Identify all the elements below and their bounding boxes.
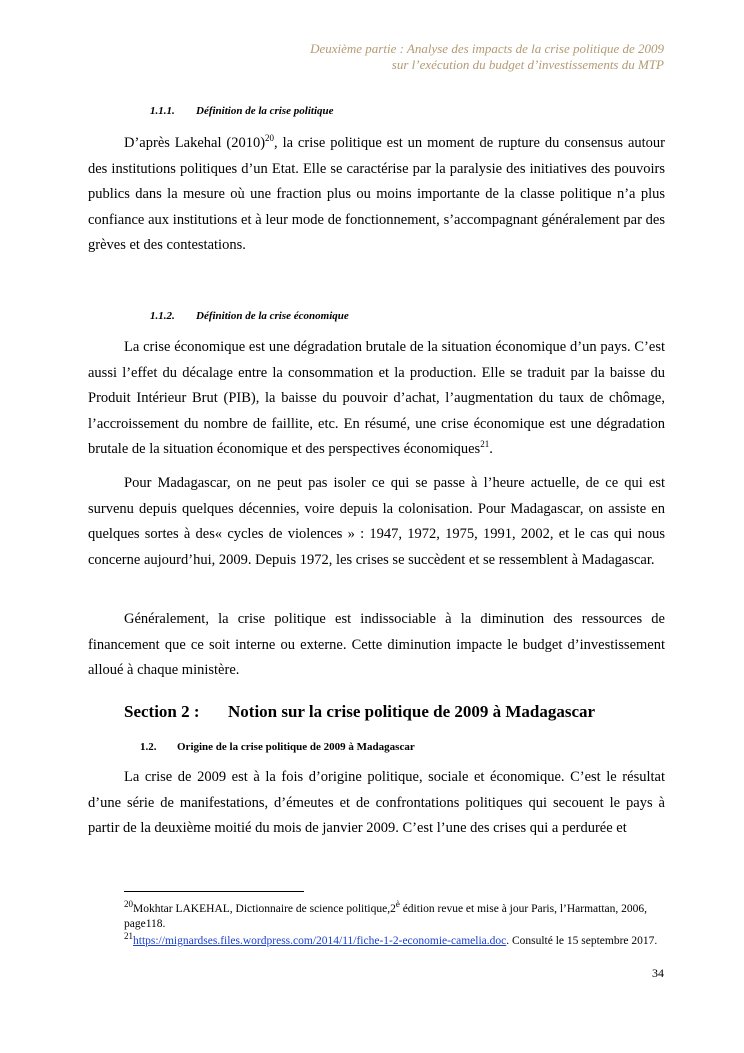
running-header — [310, 41, 664, 73]
paragraph-text: D’après Lakehal (2010) — [124, 135, 266, 151]
subsection-heading-1-2 — [140, 741, 415, 753]
footnote-number: 21 — [124, 931, 133, 942]
paragraph-text: La crise de 2009 est à la fois d’origine politique, sociale et économique. C’est le résultat d’une série de manifestations, d’émeutes et de confrontations politiques qui secouent le pays à partir de la deuxième moitié du mois de janvier 2009. C’est l’une des crises qui a perdurée et — [88, 769, 665, 836]
footnote-21 — [124, 931, 664, 949]
paragraph-text: La crise économique est une dégradation brutale de la situation économique d’un pays. C’est aussi l’effet du décalage entre la consommation et la production. Elle se traduit par la baisse du Produit Intérieur Brut (PIB), la baisse du pouvoir d’achat, l’augmentation du taux de chômage, l’accroissement du nombre de faillite, etc. En résumé, une crise économique est une dégradation brutale de la situation économique et des perspectives économiques — [88, 339, 665, 457]
footnote-link[interactable]: https://mignardses.files.wordpress.com/2014/11/fiche-1-2-economie-camelia.doc — [133, 935, 507, 947]
footnote-20 — [124, 899, 664, 932]
footnote-ref-21: 21 — [480, 439, 490, 450]
paragraph-madagascar-cycles — [88, 471, 665, 573]
paragraph-text: Généralement, la crise politique est indissociable à la diminution des ressources de financement que ce soit interne ou externe. Cette diminution impacte le budget d’investissement alloué à chaque ministère. — [88, 611, 665, 678]
paragraph-text: . — [489, 441, 493, 457]
subsection-number: 1.1.2. — [150, 310, 175, 322]
footnote-text: Mokhtar LAKEHAL, Dictionnaire de science politique,2 — [133, 903, 396, 915]
footnote-ref-20: 20 — [265, 133, 275, 144]
footnote-separator — [124, 891, 304, 892]
footnotes — [124, 899, 664, 951]
footnote-number: 20 — [124, 899, 133, 910]
footnote-text: . Consulté le 15 septembre 2017. — [506, 935, 658, 947]
section-title: Notion sur la crise politique de 2009 à Madagascar — [228, 702, 596, 721]
footnote-superscript: è — [395, 899, 400, 910]
footnote-text: édition revue et mise à jour Paris, l’Harmattan, 2006, page118. — [124, 903, 648, 930]
paragraph-text: Pour Madagascar, on ne peut pas isoler ce qui se passe à l’heure actuelle, de ce qui est survenu depuis quelques décennies, voire depuis la colonisation. Pour Madagascar, on assiste en quelques sortes à des« cycles de violences » : 1947, 1972, 1975, 1991, 2002, et le cas qui nous concerne aujourd’hui, 2009. Depuis 1972, les crises se succèdent et se ressemblent à Madagascar. — [88, 475, 665, 568]
paragraph-political-crisis — [88, 131, 665, 259]
section-label: Section 2 : — [124, 702, 200, 721]
header-line-2: sur l’exécution du budget d’investissements du MTP — [391, 57, 664, 72]
section-heading — [124, 702, 595, 722]
page-number: 34 — [652, 966, 664, 980]
subsection-heading-1-1-1 — [150, 105, 334, 117]
paragraph-budget-impact — [88, 607, 665, 684]
subsection-title: Définition de la crise politique — [196, 105, 334, 117]
subsection-heading-1-1-2 — [150, 310, 349, 322]
header-line-1: Deuxième partie : Analyse des impacts de la crise politique de 2009 — [310, 41, 664, 56]
paragraph-text: , la crise politique est un moment de rupture du consensus autour des institutions politiques d’un Etat. Elle se caractérise par la paralysie des initiatives des pouvoirs publics dans la mesure où une fraction plus ou moins importante de la classe politique n’a plus confiance aux institutions et à leur mode de fonctionnement, s’accompagnant généralement par des grèves et des contestations. — [88, 135, 665, 253]
subsection-title: Définition de la crise économique — [196, 310, 349, 322]
subsection-title: Origine de la crise politique de 2009 à Madagascar — [177, 741, 415, 753]
subsection-number: 1.2. — [140, 741, 157, 753]
paragraph-economic-crisis — [88, 335, 665, 463]
paragraph-2009-origin — [88, 765, 665, 842]
subsection-number: 1.1.1. — [150, 105, 175, 117]
